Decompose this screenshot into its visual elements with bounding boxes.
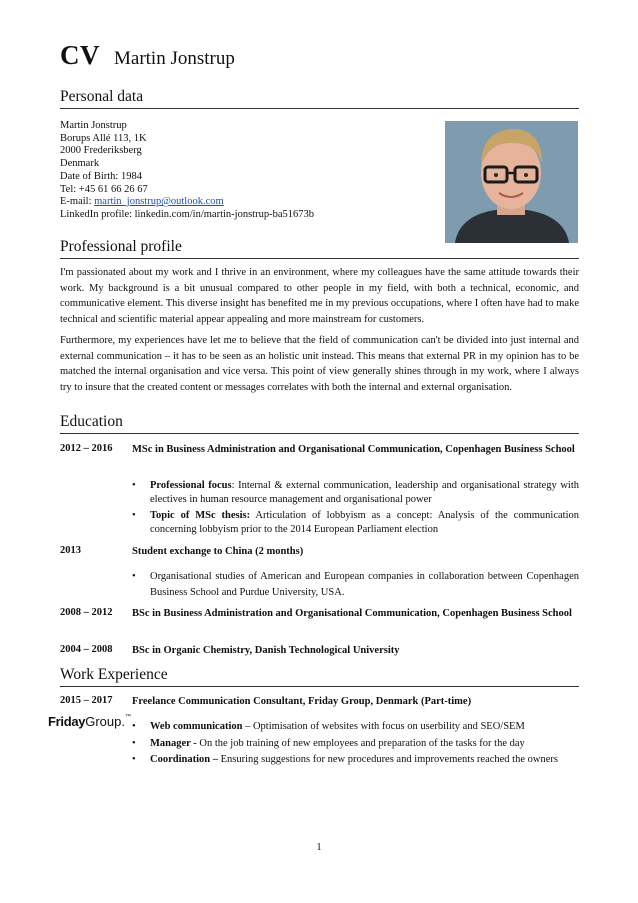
date-of-birth: Date of Birth: 1984 [60, 170, 142, 182]
email-line [60, 196, 440, 209]
country: Denmark [60, 158, 100, 170]
logo-trademark: ™ [124, 714, 131, 720]
bullet-key: Coordination – [150, 754, 218, 765]
education-years: 2013 [60, 545, 81, 556]
personal-name: Martin Jonstrup [60, 120, 127, 131]
portrait-illustration [445, 121, 578, 243]
telephone: Tel: +45 61 66 26 67 [60, 183, 148, 195]
bullet-text: – Optimisation of websites with focus on userbility and SEO/SEM [242, 721, 525, 732]
bullet-text: Ensuring suggestions for new procedures and improvements reached the owners [217, 754, 558, 765]
education-title: BSc in Business Administration and Organisational Communication, Copenhagen Business School [132, 608, 572, 619]
section-heading-work: Work Experience [60, 666, 579, 687]
work-years: 2015 – 2017 [60, 695, 113, 706]
list-item [132, 720, 579, 734]
document-header [60, 40, 235, 71]
header-name: Martin Jonstrup [114, 48, 235, 69]
education-title: BSc in Organic Chemistry, Danish Technological University [132, 645, 400, 656]
section-heading-education: Education [60, 413, 579, 434]
bullet-text: Articulation of lobbyism as a concept: Analysis of the communication concerning lobbyism prior to the 2014 European Parliament election [150, 510, 579, 535]
bullet-key: Web communication [150, 721, 243, 732]
list-item [132, 753, 579, 767]
section-heading-personal: Personal data [60, 88, 579, 109]
bullet-text: On the job training of new employees and preparation of the tasks for the day [196, 737, 525, 749]
education-title: Student exchange to China (2 months) [132, 546, 304, 557]
profile-paragraph-1: I'm passionated about my work and I thrive in an environment, where my colleagues have the same attitude towards their work. My background is a bit unusual compared to other people in my field, with both a technical, economic, and communicative element. This diverse insight has benefited me in my previous occupations, where I often have had to make technical and scientific material appear appealing and more mainstream for customers. [60, 267, 579, 325]
bullet-key: Topic of MSc thesis: [150, 510, 251, 521]
education-title: MSc in Business Administration and Organisational Communication, Copenhagen Business School [132, 444, 575, 455]
profile-paragraph-2: Furthermore, my experiences have let me to believe that the field of communication can't be divided into just internal and external communication – it has to be seen as an holistic unit instead. This means that external PR in my opinion has to be matched the internal organisation and vice versa. This point of view generally shines through in my work, where I always try to insure that the created content or messages correlates with both the internal and external organisation. [60, 335, 579, 393]
page-number: 1 [316, 842, 322, 853]
address-line-1: Borups Allé 113, 1K [60, 132, 147, 144]
education-years: 2008 – 2012 [60, 607, 113, 618]
logo-light-text: Group. [85, 714, 125, 729]
logo-bold-text: Friday [48, 714, 86, 729]
cv-title: CV [60, 40, 100, 70]
work-title: Freelance Communication Consultant, Friday Group, Denmark (Part-time) [132, 696, 472, 707]
section-heading-profile: Professional profile [60, 238, 579, 259]
bullet-text: : Internal & external communication, leadership and organisational strategy with electives in human resource management and organisational power [150, 480, 579, 505]
work-bullets [132, 720, 579, 770]
address-line-2: 2000 Frederiksberg [60, 145, 142, 157]
list-item [132, 737, 579, 751]
education-bullets [132, 479, 579, 539]
education-bullets [132, 569, 579, 604]
list-item [132, 479, 579, 506]
personal-data-block [60, 120, 440, 222]
list-item [132, 569, 579, 601]
education-years: 2012 – 2016 [60, 443, 113, 454]
email-link[interactable]: martin_jonstrup@outlook.com [94, 196, 224, 208]
email-label: E-mail: [60, 196, 95, 208]
profile-photo [445, 121, 578, 243]
friday-group-logo [48, 714, 131, 729]
linkedin-profile: LinkedIn profile: linkedin.com/in/martin-jonstrup-ba51673b [60, 208, 314, 220]
bullet-key: Manager - [150, 737, 197, 749]
bullet-key: Professional focus [150, 480, 232, 491]
list-item [132, 509, 579, 536]
bullet-text: Organisational studies of American and European companies in collaboration between Copenhagen Business School and Purdue University, USA. [150, 571, 579, 598]
education-years: 2004 – 2008 [60, 644, 113, 655]
